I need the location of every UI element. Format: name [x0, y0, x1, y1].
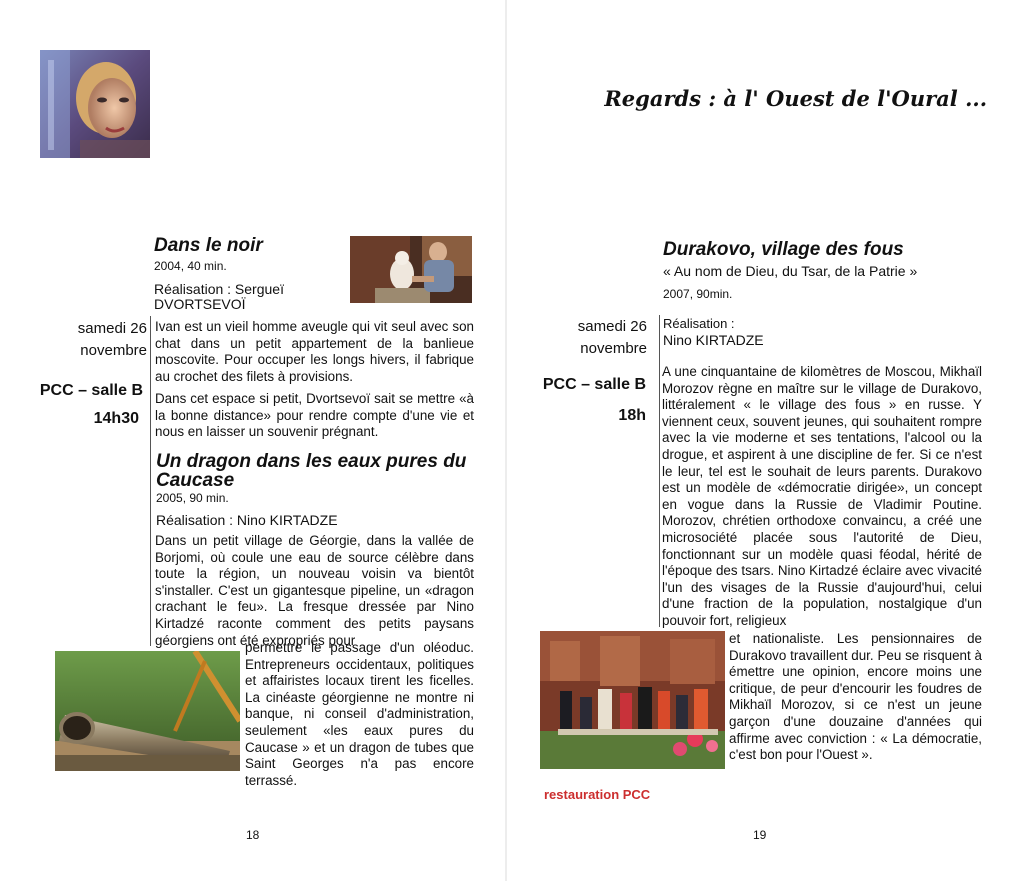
film-subtitle: « Au nom de Dieu, du Tsar, de la Patrie »	[663, 263, 918, 279]
film2-year-duration: 2005, 90 min.	[156, 491, 229, 505]
screening-time-right: 18h	[618, 407, 646, 424]
page-number-right: 19	[753, 828, 767, 842]
pipeline-photo	[55, 651, 240, 771]
woman-portrait-photo	[40, 50, 150, 158]
film-year-duration-right: 2007, 90min.	[663, 287, 733, 301]
film-year-duration: 2004, 40 min.	[154, 259, 227, 273]
page-number-left: 18	[246, 828, 260, 842]
film-director-line1-right: Réalisation :	[663, 316, 735, 331]
column-rule	[150, 316, 151, 646]
screening-date-line1-right: samedi 26	[577, 318, 647, 335]
village-procession-photo	[540, 631, 725, 769]
film-director-line2: DVORTSEVOÏ	[154, 296, 246, 312]
right-page	[507, 0, 1012, 881]
film-synopsis-bottom-right: et nationaliste. Les pensionnaires de Durakovo travaillent dur. Peu se risquent à émettre une opinion, encore moins une critique, de peur d'encourir les foudres de Mikhaïl Morozov, si ce n'est un jeune garçon d'une douzaine d'années qui affirme avec conviction : « La démocratie, c'est bon pour l'Ouest ».	[729, 631, 982, 763]
screening-venue: PCC – salle B	[39, 382, 143, 399]
screening-date-line1: samedi 26	[77, 320, 147, 337]
screening-date-line2: novembre	[80, 342, 147, 359]
film2-synopsis-top: Dans un petit village de Géorgie, dans la vallée de Borjomi, où coule une eau de source célèbre dans toute la région, un nouveau voisin va bientôt s'installer. C'est un gigantesque pipeline, un «dragon crachant le feu». La fresque dressée par Nino Kirtadzé raconte comment des petits paysans géorgiens ont été expropriés pour	[155, 533, 474, 648]
film-director-line2-right: Nino KIRTADZE	[663, 332, 764, 348]
film-synopsis-2: Dans cet espace si petit, Dvortsevoï sait se mettre «à la bonne distance» pour rendre compte d'une vie et nous en laisser un souvenir prégnant.	[155, 391, 474, 440]
screening-time: 14h30	[93, 410, 139, 427]
blind-man-photo	[350, 236, 472, 303]
film-synopsis-top-right: A une cinquantaine de kilomètres de Moscou, Mikhaïl Morozov règne en maître sur le village de Durakovo, littéralement « le village des fous » en russe. Y viennent ceux, souvent jeunes, qui souhaitent rompre avec la vie moderne et ses tentations, l'alcool ou la drogue, et aspirent à une discipline de fer. Si ce n'est le leur, tel est le souhait de leurs parents. Durakovo est un modèle de «démocratie dirigée», un concept en vogue dans la Russie de Vladimir Poutine. Morozov, chrétien orthodoxe convaincu, a créé une microsociété placée sous l'autorité de Dieu, fonctionnant sur un modèle quasi féodal, hérité de l'époque des tsars. Nino Kirtadzé éclaire avec vivacité l'un des visages de la Russie d'aujourd'hui, celui d'une fraction de la population, nostalgique d'un pouvoir fort, religieux	[662, 364, 982, 628]
column-rule-right	[659, 315, 660, 627]
section-title: Regards : à l' Ouest de l'Oural ...	[604, 86, 987, 111]
film-title-durakovo: Durakovo, village des fous	[663, 239, 904, 260]
screening-date-line2-right: novembre	[580, 340, 647, 357]
film2-synopsis-bottom: permettre le passage d'un oléoduc. Entrepreneurs occidentaux, politiques et affairistes locaux tirent les ficelles. La cinéaste géorgienne ne montre ni banque, ni conseil d'administration, seulement «les eaux pures du Caucase » et un dragon de tubes que Saint Georges n'a pas encore terrassé.	[245, 640, 474, 788]
restauration-label: restauration PCC	[544, 787, 651, 802]
film-director-line1: Réalisation : Sergueï	[154, 281, 284, 297]
film-title-dragon: Un dragon dans les eaux pures du Caucase	[156, 451, 467, 491]
film-title-dans-le-noir: Dans le noir	[154, 235, 263, 256]
left-page	[0, 0, 505, 881]
screening-venue-right: PCC – salle B	[542, 376, 646, 393]
film-synopsis-1: Ivan est un vieil homme aveugle qui vit seul avec son chat dans un petit appartement de la banlieue moscovite. Pour occuper les longs hivers, il fabrique au crochet des filets à provisions.	[155, 319, 474, 384]
film2-director: Réalisation : Nino KIRTADZE	[156, 512, 338, 528]
